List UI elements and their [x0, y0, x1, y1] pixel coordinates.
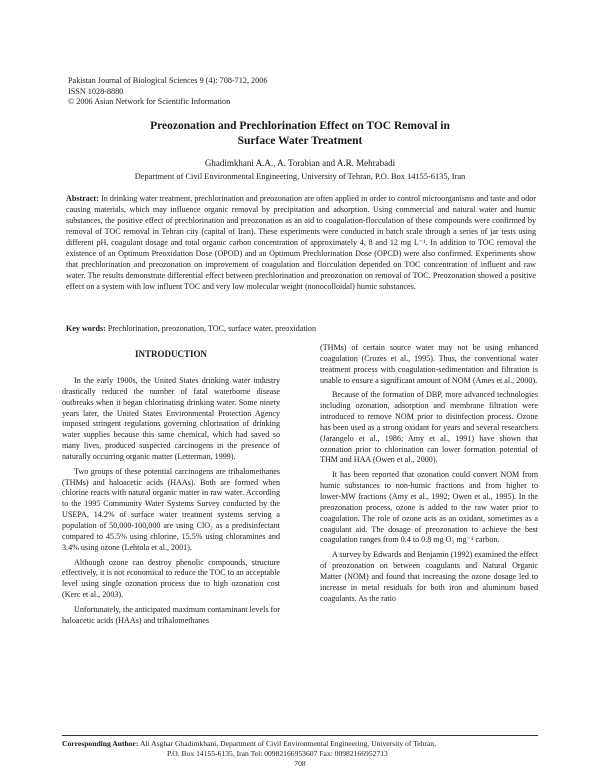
paragraph: Although ozone can destroy phenolic compounds, structure effectively, it is not economical to reduce the TOC to an acceptable level using single ozonation process due to high ozonation cost (Kerc et al., 2003). [62, 557, 280, 600]
affiliation: Department of Civil Environmental Engineering, University of Tehran, P.O. Box 14155-6135, Iran [134, 172, 466, 181]
paragraph: It has been reported that ozonation could convert NOM from humic substances to non-humic fractions and from higher to lower-MW fractions (Amy et al., 1992; Owen et al., 1995). In the preozonation process, ozone is added to the raw water prior to coagulation. The role of ozone acts as an oxidant, sometimes as a coagulant aid. The dosage of preozonation to achieve the best coagulation ranges from 0.4 to 0.8 mg O₃ mg⁻¹ carbon. [320, 470, 538, 545]
keywords-text: Prechlorination, preozonation, TOC, surface water, preoxidation [107, 324, 317, 333]
title-line-1: Preozonation and Prechlorination Effect on TOC Removal in [150, 120, 450, 132]
left-column [62, 348, 280, 631]
title-line-2: Surface Water Treatment [237, 135, 363, 147]
paragraph: Unfortunately, the anticipated maximum contaminant levels for haloacetic acids (HAAs) and trihalomethanes [62, 604, 280, 625]
corresponding-author-line-2: P.O. Box 14155-6135, Iran Tel: 00982166953607 Fax: 00982166952713 [167, 748, 388, 758]
journal-copyright: © 2006 Asian Network for Scientific Information [68, 97, 231, 106]
right-column [320, 343, 538, 608]
abstract-text: In drinking water treatment, prechlorination and preozonation are often applied in order to control microorganisms and taste and odor causing materials, which may influence organic removal by precipitation and adsorption. Using commercial and natural water and humic substances, the positive effect of prechlorination and preozonation as an aid to coagulation-flocculation of these compounds were confirmed by removal of TOC removal in Tehran city (capital of Iran). These experiments were conducted in batch scale through a series of jar tests using different pH, coagulant dosage and total organic carbon concentration of approximately 4, 8 and 12 mg L⁻¹. In addition to TOC removal the existence of an Optimum Preoxidation Dose (OPOD) and an Optimum Prechlorination Dose (OPCD) were also confirmed. Experiments show that prechlorination and preozonation on improvement of coagulation and flocculation depended on TOC concentration of influent and raw water. The results demonstrate differential effect between prechlorination and preozonation on removal of TOC. Preozonation showed a positive effect on a system with low influent TOC and very low molecular weight (nonocolloidal) humic substances. [66, 194, 536, 291]
corresponding-author-line-1: Ali Asghar Ghadimkhani, Department of Civil Environmental Engineering, University of Tehran, [139, 739, 436, 748]
footer-divider [62, 735, 538, 736]
paragraph: In the early 1900s, the United States drinking water industry drastically reduced the number of fatal waterborne disease outbreaks when it began chlorinating drinking water. Some ninety years later, the United States Environmental Protection Agency imposed stringent regulations governing chlorination of drinking water supplies because this same chemical, which had saved so many lives, produced suspected carcinogens in the presence of naturally occurring organic matter (Letterman, 1999). [62, 376, 280, 461]
paper-title [60, 119, 540, 149]
abstract-label: Abstract: [66, 194, 99, 203]
paragraph: Two groups of these potential carcinogens are trihalomethanes (THMs) and haloacetic acids (HAAs). Both are formed when chlorine reacts with natural organic matter in raw water. According to the 1995 Community Water Systems Survey conducted by the USEPA, 14.2% of surface water treatment systems serving a population of 50,000-100,000 are using ClO₂ as a predisinfectant compared to 45.5% using chlorine, 15.5% using chloramines and 3.4% using ozone (Lehtola et al., 2001). [62, 466, 280, 552]
corresponding-author [62, 739, 542, 758]
keywords-label: Key words: [66, 324, 106, 333]
page-number: 708 [294, 759, 306, 768]
journal-citation: Pakistan Journal of Biological Sciences 9 (4): 708-712, 2006 [68, 76, 268, 85]
paragraph: (THMs) of certain source water may not be using enhanced coagulation (Crozes et al., 1995). Thus, the conventional water treatment process with coagulation-sedimentation and filtration is unable to ensure a significant amount of NOM (Ames et al., 2000). [320, 343, 538, 385]
author-list: Ghadimkhani A.A., A. Torabian and A.R. Mehrabadi [204, 158, 396, 168]
section-heading-introduction: INTRODUCTION [134, 349, 207, 359]
journal-issn: ISSN 1028-8880 [68, 86, 124, 96]
paragraph: A survey by Edwards and Benjamin (1992) examined the effect of preozonation on between coagulants and Natural Organic Matter (NOM) and found that increasing the ozone dosage led to increase in metal residuals for both iron and aluminum based coagulants. As the ratio [320, 550, 538, 603]
corresponding-author-label: Corresponding Author: [62, 739, 139, 748]
paragraph: Because of the formation of DBP, more advanced technologies including ozonation, adsorption and membrane filtration were introduced to remove NOM prior to disinfection process. Ozone has been used as a strong oxidant for years and several researchers (Jarangelo et al., 1986; Amy et al., 1991) have shown that ozonation prior to chlorination can lower formation potential of THM and HAA (Owen et al., 2000). [320, 390, 538, 465]
journal-info [68, 76, 368, 108]
abstract [66, 193, 536, 292]
keywords [66, 323, 536, 334]
